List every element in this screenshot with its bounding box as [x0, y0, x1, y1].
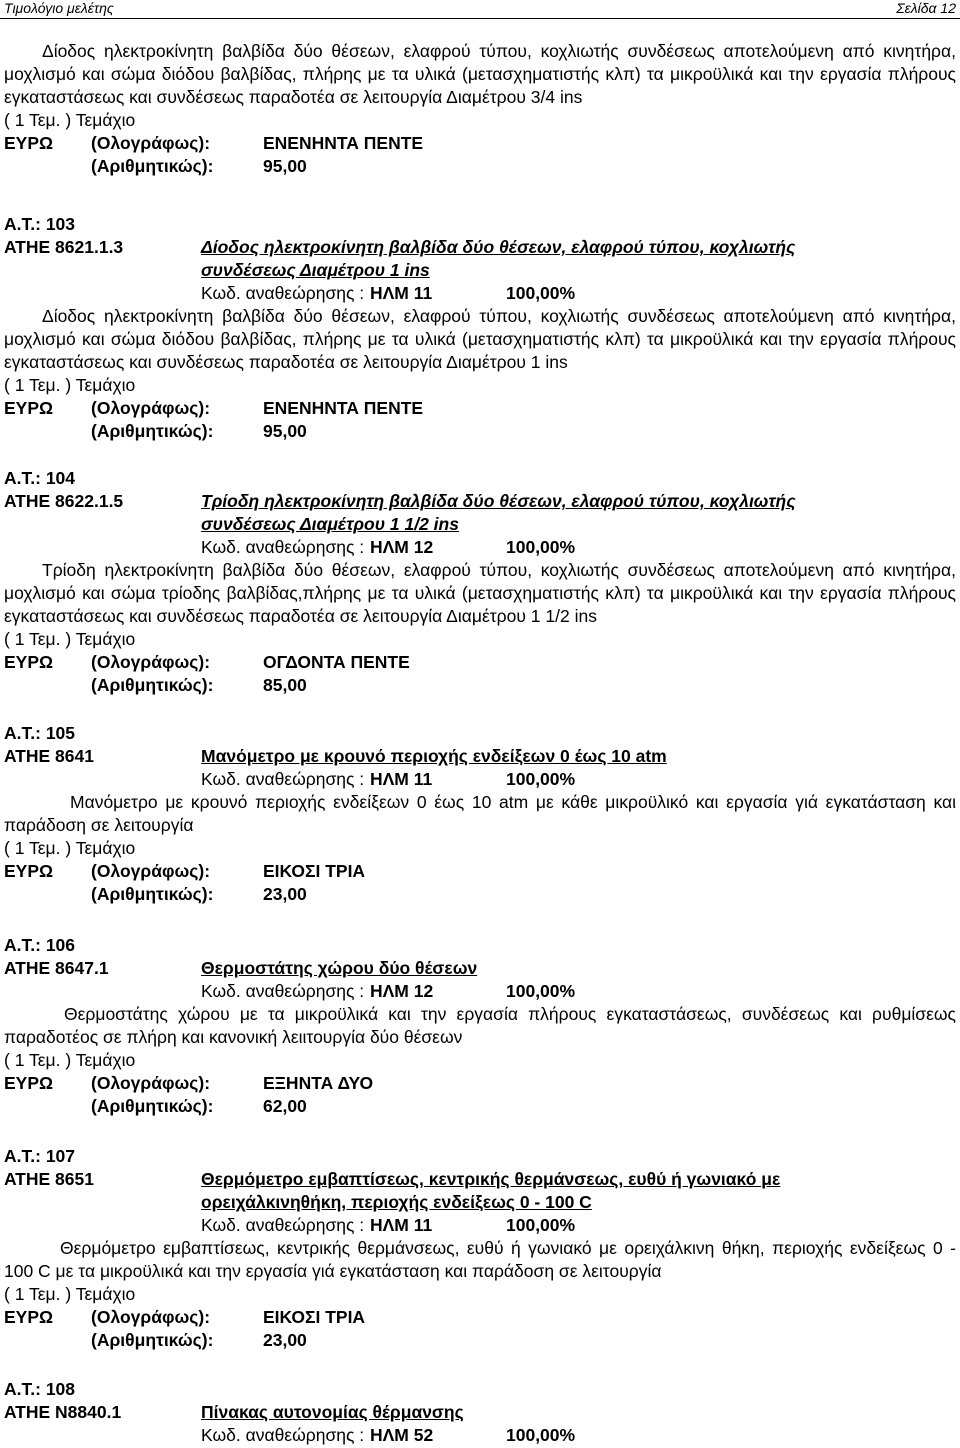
- unit-line: ( 1 Τεμ. ) Τεμάχιο: [4, 629, 136, 649]
- price-words-line: [4, 651, 956, 674]
- price-num-line: [4, 1095, 956, 1118]
- item-code-row: [4, 1401, 956, 1424]
- num-label: (Αριθμητικώς):: [91, 421, 214, 441]
- item-title: Μανόμετρο με κρουνό περιοχής ενδείξεων 0 έως 10 atm: [201, 746, 667, 766]
- price-words: ΟΓΔΟΝΤΑ ΠΕΝΤΕ: [263, 652, 410, 672]
- currency-label: ΕΥΡΩ: [4, 398, 54, 418]
- item-at: Α.Τ.: 104: [4, 468, 76, 488]
- document-title: Τιμολόγιο μελέτης: [4, 0, 114, 16]
- price-num-line: [4, 674, 956, 697]
- words-label: (Ολογράφως):: [91, 133, 211, 153]
- currency-label: ΕΥΡΩ: [4, 133, 54, 153]
- price-num-line: [4, 420, 956, 443]
- price-words: ΕΝΕΝΗΝΤΑ ΠΕΝΤΕ: [263, 133, 424, 153]
- price-num: 95,00: [263, 421, 307, 441]
- revision-line: [4, 1214, 956, 1237]
- price-num: 95,00: [263, 156, 307, 176]
- item-title-cont: συνδέσεως Διαμέτρου 1 ins: [201, 260, 430, 280]
- rev-percent: 100,00%: [506, 537, 576, 557]
- unit-line: ( 1 Τεμ. ) Τεμάχιο: [4, 1284, 136, 1304]
- num-label: (Αριθμητικώς):: [91, 675, 214, 695]
- currency-label: ΕΥΡΩ: [4, 861, 54, 881]
- price-words: ΕΙΚΟΣΙ ΤΡΙΑ: [263, 861, 366, 881]
- item-description: Δίοδος ηλεκτροκίνητη βαλβίδα δύο θέσεων, ελαφρού τύπου, κοχλιωτής συνδέσεως αποτελούμενη από κινητήρα, μοχλισμό και σώμα διόδου βαλβίδας, πλήρης με τα υλικά (μετασχηματιστής κλπ) τα μικροϋλικά και την εργασία πλήρους εγκαταστάσεως και συνδέσεως παραδοτέα σε λειτουργία Διαμέτρου 3/4 ins: [4, 41, 956, 107]
- price-words-line: [4, 1306, 956, 1329]
- price-words-line: [4, 1072, 956, 1095]
- rev-label: Κωδ. αναθεώρησης :: [201, 981, 365, 1001]
- item-continued: [4, 40, 956, 178]
- rev-label: Κωδ. αναθεώρησης :: [201, 283, 365, 303]
- item-code-row: [4, 957, 956, 980]
- item-title-cont: ορειχάλκινηθήκη, περιοχής ενδείξεως 0 - 100 C: [201, 1192, 592, 1212]
- revision-line: [4, 536, 956, 559]
- num-label: (Αριθμητικώς):: [91, 884, 214, 904]
- item-description: Θερμοστάτης χώρου με τα μικροϋλικά και την εργασία πλήρους εγκαταστάσεως, συνδέσεως και ρυθμίσεως παραδοτέος σε πλήρη και κανονική λειιτουργία δύο θέσεων: [4, 1004, 956, 1047]
- rev-label: Κωδ. αναθεώρησης :: [201, 1425, 365, 1445]
- num-label: (Αριθμητικώς):: [91, 1330, 214, 1350]
- price-words-line: [4, 860, 956, 883]
- rev-percent: 100,00%: [506, 981, 576, 1001]
- price-num: 62,00: [263, 1096, 307, 1116]
- price-item-103: [4, 213, 956, 443]
- item-code-row: [4, 490, 956, 513]
- price-item-106: [4, 934, 956, 1118]
- item-title-row2: [4, 513, 956, 536]
- rev-label: Κωδ. αναθεώρησης :: [201, 1215, 365, 1235]
- price-num-line: [4, 155, 956, 178]
- unit-line: ( 1 Τεμ. ) Τεμάχιο: [4, 1050, 136, 1070]
- item-title-cont: συνδέσεως Διαμέτρου 1 1/2 ins: [201, 514, 459, 534]
- rev-percent: 100,00%: [506, 1215, 576, 1235]
- rev-code: ΗΛΜ 11: [370, 1215, 433, 1235]
- item-at: Α.Τ.: 107: [4, 1146, 76, 1166]
- price-num: 23,00: [263, 1330, 307, 1350]
- unit-line: ( 1 Τεμ. ) Τεμάχιο: [4, 838, 136, 858]
- revision-line: [4, 282, 956, 305]
- rev-percent: 100,00%: [506, 1425, 576, 1445]
- item-at: Α.Τ.: 106: [4, 935, 76, 955]
- revision-line: [4, 980, 956, 1003]
- price-item-107: [4, 1145, 956, 1352]
- rev-percent: 100,00%: [506, 769, 576, 789]
- unit-line: ( 1 Τεμ. ) Τεμάχιο: [4, 110, 136, 130]
- item-title-row2: [4, 1191, 956, 1214]
- item-at: Α.Τ.: 108: [4, 1379, 76, 1399]
- price-words: ΕΞΗΝΤΑ ΔΥΟ: [263, 1073, 374, 1093]
- item-code-row: [4, 745, 956, 768]
- words-label: (Ολογράφως):: [91, 398, 211, 418]
- rev-code: ΗΛΜ 11: [370, 283, 433, 303]
- item-title: Τρίοδη ηλεκτροκίνητη βαλβίδα δύο θέσεων, ελαφρού τύπου, κοχλιωτής: [201, 491, 796, 511]
- words-label: (Ολογράφως):: [91, 1073, 211, 1093]
- price-num: 85,00: [263, 675, 307, 695]
- item-code: ΑΤΗΕ 8621.1.3: [4, 237, 124, 257]
- rev-code: ΗΛΜ 11: [370, 769, 433, 789]
- rev-percent: 100,00%: [506, 283, 576, 303]
- currency-label: ΕΥΡΩ: [4, 1073, 54, 1093]
- page-number: Σελίδα 12: [896, 0, 956, 16]
- item-at: Α.Τ.: 103: [4, 214, 76, 234]
- revision-line: [4, 768, 956, 791]
- header-divider: [0, 18, 960, 19]
- num-label: (Αριθμητικώς):: [91, 1096, 214, 1116]
- price-words-line: [4, 397, 956, 420]
- item-at: Α.Τ.: 105: [4, 723, 76, 743]
- item-code: ΑΤΗΕ 8651: [4, 1169, 94, 1189]
- price-num-line: [4, 883, 956, 906]
- price-item-104: [4, 467, 956, 697]
- unit-line: ( 1 Τεμ. ) Τεμάχιο: [4, 375, 136, 395]
- price-item-105: [4, 722, 956, 906]
- words-label: (Ολογράφως):: [91, 1307, 211, 1327]
- item-description: Δίοδος ηλεκτροκίνητη βαλβίδα δύο θέσεων, ελαφρού τύπου, κοχλιωτής συνδέσεως αποτελούμενη από κινητήρα, μοχλισμό και σώμα διόδου βαλβίδας, πλήρης με τα υλικά (μετασχηματιστής κλπ) τα μικροϋλικά και την εργασία πλήρους εγκαταστάσεως και συνδέσεως παραδοτέα σε λειτουργία Διαμέτρου 1 ins: [4, 306, 956, 372]
- price-words: ΕΝΕΝΗΝΤΑ ΠΕΝΤΕ: [263, 398, 424, 418]
- revision-line: [4, 1424, 956, 1447]
- currency-label: ΕΥΡΩ: [4, 1307, 54, 1327]
- item-code: ΑΤΗΕ 8622.1.5: [4, 491, 124, 511]
- rev-label: Κωδ. αναθεώρησης :: [201, 769, 365, 789]
- item-code-row: [4, 236, 956, 259]
- rev-code: ΗΛΜ 52: [370, 1425, 434, 1445]
- rev-label: Κωδ. αναθεώρησης :: [201, 537, 365, 557]
- price-words: ΕΙΚΟΣΙ ΤΡΙΑ: [263, 1307, 366, 1327]
- price-num: 23,00: [263, 884, 307, 904]
- item-title: Πίνακας αυτονομίας θέρμανσης: [201, 1402, 464, 1422]
- page-header: [0, 0, 960, 18]
- item-title: Θερμοστάτης χώρου δύο θέσεων: [201, 958, 478, 978]
- item-code: ΑΤΗΕ Ν8840.1: [4, 1402, 122, 1422]
- item-description: Θερμόμετρο εμβαπτίσεως, κεντρικής θερμάνσεως, ευθύ ή γωνιακό με ορειχάλκινη θήκη, περιοχής ενδείξεως 0 - 100 C με τα μικροϋλικά και την εργασία γιά εγκατάσταση και παράδοση σε λειτουργία: [4, 1238, 956, 1281]
- price-num-line: [4, 1329, 956, 1352]
- price-words-line: [4, 132, 956, 155]
- item-code: ΑΤΗΕ 8647.1: [4, 958, 109, 978]
- item-code-row: [4, 1168, 956, 1191]
- item-description: Τρίοδη ηλεκτροκίνητη βαλβίδα δύο θέσεων, ελαφρού τύπου, κοχλιωτής συνδέσεως αποτελούμενη από κινητήρα, μοχλισμό και σώμα τρίοδης βαλβίδας,πλήρης με τα υλικά (μετασχηματιστής κλπ) τα μικροϋλικά και την εργασία πλήρους εγκαταστάσεως και συνδέσεως παραδοτέα σε λειτουργία Διαμέτρου 1 1/2 ins: [4, 560, 956, 626]
- item-code: ΑΤΗΕ 8641: [4, 746, 94, 766]
- item-title: Θερμόμετρο εμβαπτίσεως, κεντρικής θερμάνσεως, ευθύ ή γωνιακό με: [201, 1169, 781, 1189]
- rev-code: ΗΛΜ 12: [370, 537, 434, 557]
- item-title: Δίοδος ηλεκτροκίνητη βαλβίδα δύο θέσεων, ελαφρού τύπου, κοχλιωτής: [201, 237, 796, 257]
- num-label: (Αριθμητικώς):: [91, 156, 214, 176]
- item-description: Μανόμετρο με κρουνό περιοχής ενδείξεων 0 έως 10 atm με κάθε μικροϋλικό και εργασία γιά εγκατάσταση και παράδοση σε λειτουργία: [4, 792, 956, 835]
- item-title-row2: [4, 259, 956, 282]
- words-label: (Ολογράφως):: [91, 652, 211, 672]
- price-item-108: [4, 1378, 956, 1447]
- rev-code: ΗΛΜ 12: [370, 981, 434, 1001]
- words-label: (Ολογράφως):: [91, 861, 211, 881]
- currency-label: ΕΥΡΩ: [4, 652, 54, 672]
